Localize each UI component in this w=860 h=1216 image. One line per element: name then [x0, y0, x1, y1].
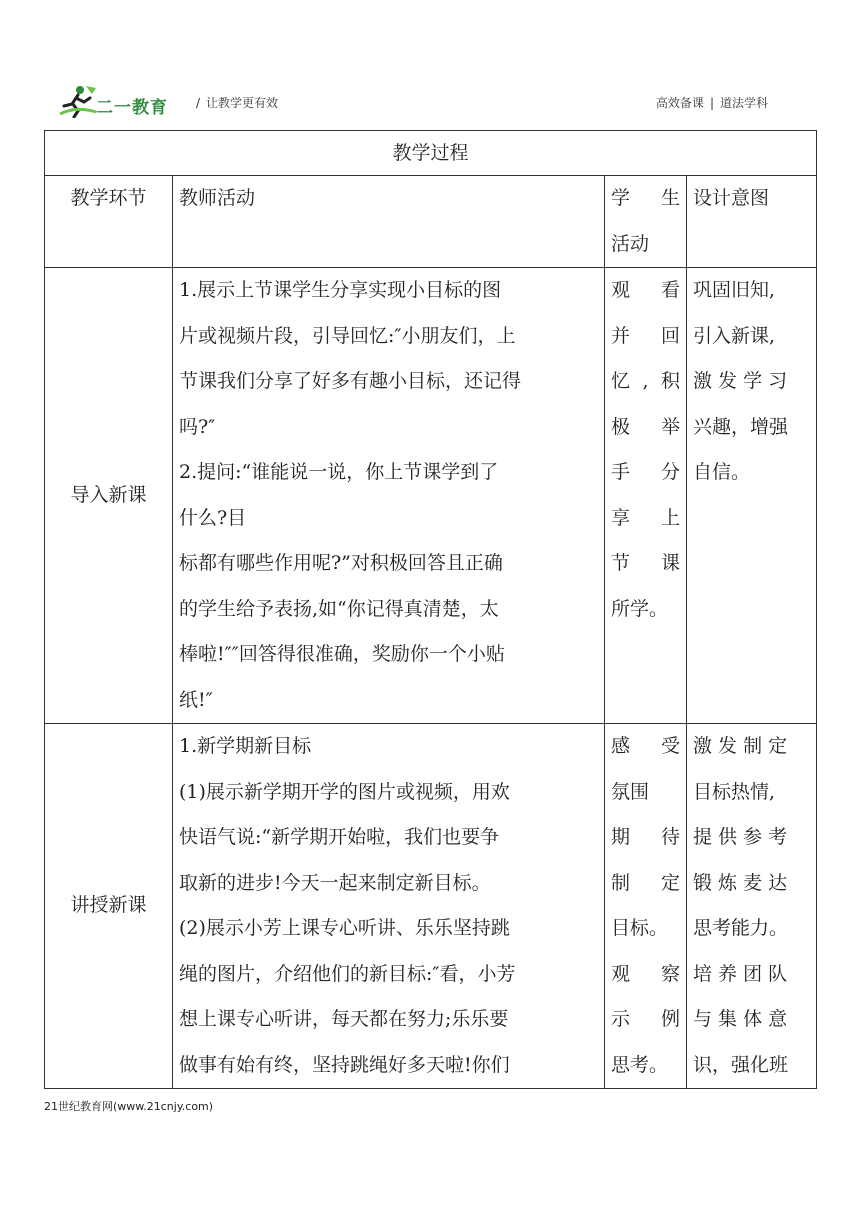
student-line: 并 回 — [611, 324, 680, 347]
table-header-row — [45, 176, 817, 268]
row-student — [605, 724, 687, 1089]
teacher-line: 的学生给予表扬,如“你记得真清楚，太 — [179, 597, 499, 620]
slogan-slash: / — [196, 96, 201, 110]
row-design — [687, 724, 817, 1089]
table-title: 教学过程 — [45, 131, 817, 176]
design-line: 提 供 参 考 — [693, 826, 788, 848]
student-line: 所学。 — [611, 597, 669, 620]
header-teacher: 教师活动 — [173, 176, 605, 268]
design-line: 引入新课, — [693, 324, 776, 347]
header-design: 设计意图 — [687, 176, 817, 268]
header-student-line: 活动 — [611, 232, 650, 255]
teacher-line: 取新的进步!今天一起来制定新目标。 — [179, 871, 491, 894]
teacher-line: 棒啦!″″回答得很准确，奖励你一个小贴 — [179, 643, 505, 665]
row-teacher — [173, 268, 605, 724]
teacher-line: 1.展示上节课学生分享实现小目标的图 — [179, 279, 502, 301]
student-line: 忆,积 — [611, 370, 680, 392]
lesson-table — [44, 130, 817, 1089]
design-line: 巩固旧知, — [693, 279, 776, 301]
design-line: 兴趣，增强 — [693, 415, 789, 438]
header-student-line: 学 生 — [611, 187, 680, 209]
student-line: 观 看 — [611, 279, 680, 301]
teacher-line: 做事有始有终，坚持跳绳好多天啦!你们 — [179, 1053, 510, 1076]
design-line: 培 养 团 队 — [693, 962, 788, 985]
header-subject: 道法学科 — [719, 96, 768, 110]
runner-logo-icon — [58, 84, 98, 118]
table-row — [45, 268, 817, 724]
row-stage: 讲授新课 — [45, 724, 173, 1089]
teacher-line: 快语气说:“新学期开始啦，我们也要争 — [179, 826, 500, 848]
header-category: 高效备课 — [655, 96, 704, 110]
row-student — [605, 268, 687, 724]
design-line: 思考能力。 — [693, 917, 789, 939]
student-line: 观 察 — [611, 962, 680, 985]
design-line: 自信。 — [693, 461, 751, 483]
design-line: 与 集 体 意 — [693, 1008, 788, 1030]
row-stage: 导入新课 — [45, 268, 173, 724]
page-footer: 21世纪教育网(www.21cnjy.com) — [44, 1100, 214, 1113]
student-line: 极 举 — [611, 415, 680, 438]
teacher-line: 1.新学期新目标 — [179, 735, 312, 757]
student-line: 目标。 — [611, 917, 669, 939]
student-line: 手 分 — [611, 461, 680, 483]
teacher-line: 2.提问:“谁能说一说，你上节课学到了 — [179, 461, 499, 483]
design-line: 目标热情, — [693, 780, 776, 803]
header-student — [605, 176, 687, 268]
teacher-line: 纸!″ — [179, 688, 213, 711]
design-line: 激 发 制 定 — [693, 735, 788, 757]
design-line: 识，强化班 — [693, 1053, 789, 1076]
student-line: 思考。 — [611, 1053, 669, 1076]
teacher-line: 标都有哪些作用呢?”对积极回答且正确 — [179, 552, 503, 574]
student-line: 示 例 — [611, 1008, 680, 1030]
student-line: 制 定 — [611, 871, 680, 894]
teacher-line: 什么?目 — [179, 506, 247, 529]
table-row — [45, 724, 817, 1089]
teacher-line: (2)展示小芳上课专心听讲、乐乐坚持跳 — [179, 917, 510, 939]
header-right — [656, 94, 768, 111]
teacher-line: 想上课专心听讲，每天都在努力;乐乐要 — [179, 1008, 509, 1030]
header-stage: 教学环节 — [45, 176, 173, 268]
design-line: 激 发 学 习 — [693, 370, 788, 392]
logo-text: 二一教育 — [96, 98, 168, 118]
student-line: 期 待 — [611, 826, 680, 848]
teacher-line: 片或视频片段，引导回忆:″小朋友们，上 — [179, 324, 516, 347]
table-title-row — [45, 131, 817, 176]
teacher-line: 节课我们分享了好多有趣小目标，还记得 — [179, 370, 522, 392]
teacher-line: (1)展示新学期开学的图片或视频，用欢 — [179, 780, 510, 803]
row-design — [687, 268, 817, 724]
student-line: 节 课 — [611, 552, 680, 574]
teacher-line: 吗?″ — [179, 415, 216, 438]
row-teacher — [173, 724, 605, 1089]
student-line: 享 上 — [611, 506, 680, 529]
slogan — [196, 94, 278, 111]
slogan-text: 让教学更有效 — [206, 96, 279, 110]
design-line: 锻 炼 麦 达 — [693, 871, 788, 894]
student-line: 感 受 — [611, 735, 680, 757]
logo — [58, 84, 178, 118]
teacher-line: 绳的图片，介绍他们的新目标:″看，小芳 — [179, 962, 516, 985]
page-header — [58, 84, 768, 120]
header-separator: | — [709, 96, 714, 110]
student-line: 氛围 — [611, 780, 650, 803]
